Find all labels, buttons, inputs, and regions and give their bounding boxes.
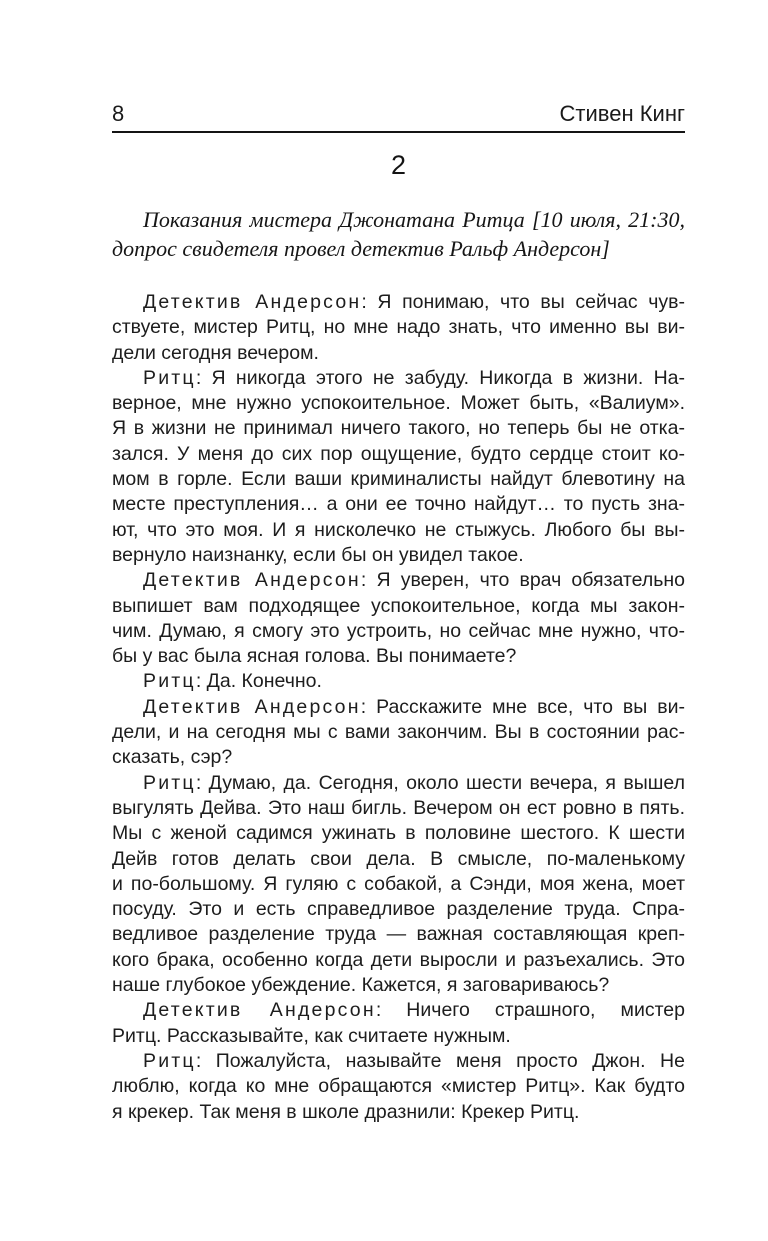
- paragraph: [112, 998, 685, 1049]
- text-line: [112, 391, 685, 416]
- paragraph: [112, 695, 685, 771]
- line-text: : Пожалуйста, называйте меня просто Джон. Не: [195, 1049, 685, 1072]
- line-text: кого брака, особенно когда дети выросли и разъехались. Это: [112, 948, 685, 971]
- line-text: бы у вас была ясная голова. Вы понимаете?: [112, 645, 517, 668]
- speaker-name: Детектив Андерсон: [143, 569, 361, 592]
- speaker-name: Детектив Андерсон: [143, 999, 376, 1022]
- speaker-name: Детектив Андерсон: [143, 695, 361, 718]
- speaker-name: Ритц: [143, 771, 196, 794]
- line-text: ют, что это моя. И я нисколечко не стыжусь. Любого бы вы-: [112, 518, 685, 541]
- line-text: верное, мне нужно успокоительное. Может быть, «Валиум».: [112, 392, 685, 415]
- text-line: [112, 821, 685, 846]
- text-line: [112, 492, 685, 517]
- text-line: [112, 669, 685, 694]
- running-title: Стивен Кинг: [559, 101, 685, 126]
- line-text: дели сегодня вечером.: [112, 341, 319, 364]
- text-line: [112, 1074, 685, 1099]
- text-line: [112, 366, 685, 391]
- line-text: : Да. Конечно.: [195, 670, 322, 693]
- text-line: [112, 973, 685, 998]
- line-text: : Я уверен, что врач обязательно: [360, 569, 685, 592]
- text-line: [112, 315, 685, 340]
- line-text: : Ничего страшного, мистер: [375, 999, 685, 1022]
- line-text: дели, и на сегодня мы с вами закончим. Вы в состоянии рас-: [112, 721, 685, 744]
- line-text: : Я понимаю, что вы сейчас чув-: [361, 291, 685, 313]
- paragraph: [112, 568, 685, 669]
- line-text: я крекер. Так меня в школе дразнили: Крекер Ритц.: [112, 1100, 580, 1123]
- text-line: [112, 922, 685, 947]
- text-line: [112, 1049, 685, 1074]
- line-text: ствуете, мистер Ритц, но мне надо знать, что именно вы ви-: [112, 316, 685, 339]
- line-text: чим. Думаю, я смогу это устроить, но сейчас мне нужно, что-: [112, 619, 685, 642]
- text-line: [112, 771, 685, 796]
- text-line: [112, 416, 685, 441]
- line-text: Дейв готов делать свои дела. В смысле, по-маленькому: [112, 847, 685, 870]
- line-text: Я в жизни не принимал ничего такого, но теперь бы не отка-: [112, 417, 685, 440]
- text-line: [112, 998, 685, 1023]
- line-text: мом в горле. Если ваши криминалисты найдут блевотину на: [112, 468, 685, 491]
- line-text: ведливое разделение труда — важная составляющая креп-: [112, 923, 685, 946]
- paragraph: [112, 1049, 685, 1125]
- paragraph: [112, 669, 685, 694]
- text-line: [112, 467, 685, 492]
- line-text: посуду. Это и есть справедливое разделение труда. Спра-: [112, 898, 685, 921]
- line-text: : Я никогда этого не забуду. Никогда в жизни. На-: [195, 366, 685, 389]
- text-line: [112, 695, 685, 720]
- text-line: [112, 720, 685, 745]
- text-line: [112, 568, 685, 593]
- epigraph-line: Показания мистера Джонатана Ритца [10 июля, 21:30,: [143, 207, 685, 232]
- paragraph: [112, 366, 685, 568]
- text-line: [112, 518, 685, 543]
- chapter-number: 2: [390, 150, 407, 180]
- body-text: [112, 290, 685, 1125]
- text-line: [112, 745, 685, 770]
- speaker-name: Детектив Андерсон: [143, 291, 362, 313]
- line-text: сказать, сэр?: [112, 746, 233, 769]
- text-line: [112, 594, 685, 619]
- text-line: [112, 1024, 685, 1049]
- line-text: выпишет вам подходящее успокоительное, когда мы закон-: [112, 594, 685, 617]
- line-text: и по-большому. Я гуляю с собакой, а Сэнди, моя жена, моет: [112, 872, 685, 895]
- line-text: вернуло наизнанку, если бы он увидел такое.: [112, 543, 524, 566]
- text-line: [112, 948, 685, 973]
- text-line: [112, 341, 685, 366]
- epigraph: [112, 205, 685, 263]
- text-line: [112, 290, 685, 315]
- text-line: [112, 872, 685, 897]
- paragraph: [112, 290, 685, 366]
- text-line: [112, 796, 685, 821]
- text-line: [112, 897, 685, 922]
- line-text: : Расскажите мне все, что вы ви-: [360, 695, 685, 718]
- page-header: [112, 101, 685, 126]
- paragraph: [112, 771, 685, 999]
- line-text: наше глубокое убеждение. Кажется, я заговариваюсь?: [112, 974, 610, 997]
- text-line: [112, 543, 685, 568]
- header-rule: [112, 131, 685, 133]
- text-line: [112, 1100, 685, 1125]
- epigraph-line: допрос свидетеля провел детектив Ральф Андерсон]: [112, 236, 610, 261]
- text-line: [112, 442, 685, 467]
- line-text: Ритц. Рассказывайте, как считаете нужным.: [112, 1024, 511, 1047]
- text-line: [112, 847, 685, 872]
- speaker-name: Ритц: [143, 366, 196, 389]
- line-text: выгулять Дейва. Это наш бигль. Вечером он ест ровно в пять.: [112, 796, 685, 819]
- text-line: [112, 644, 685, 669]
- line-text: месте преступления… а они ее точно найдут… то пусть зна-: [112, 493, 685, 516]
- line-text: люблю, когда ко мне обращаются «мистер Ритц». Как будто: [112, 1075, 685, 1098]
- speaker-name: Ритц: [143, 1049, 196, 1072]
- speaker-name: Ритц: [143, 670, 196, 693]
- line-text: Мы с женой садимся ужинать в половине шестого. К шести: [112, 822, 685, 845]
- line-text: зался. У меня до сих пор ощущение, будто сердце стоит ко-: [112, 442, 685, 465]
- text-line: [112, 619, 685, 644]
- page-number: 8: [112, 101, 125, 126]
- line-text: : Думаю, да. Сегодня, около шести вечера, я вышел: [195, 771, 685, 794]
